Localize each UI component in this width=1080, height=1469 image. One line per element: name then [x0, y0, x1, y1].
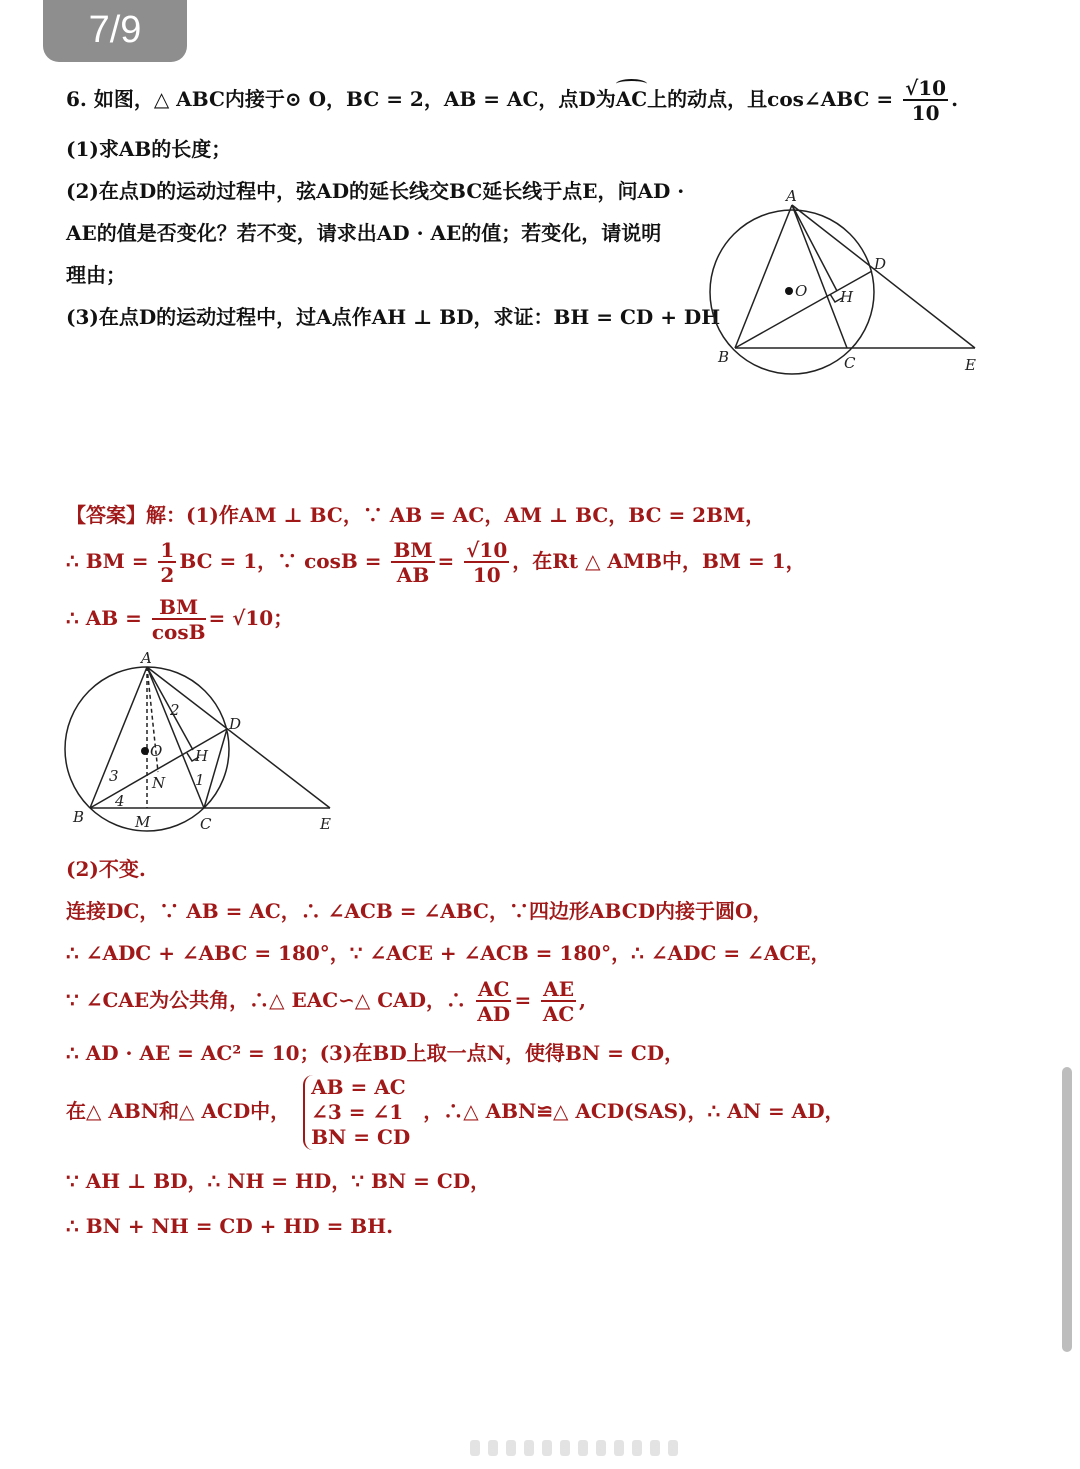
answer-line-2: ∴ BM = $\frac{1}{2}$ BC = 1，∵ cosB = $\frac{BM}{AB}$ = $\frac{√10}{10}$ ，在Rt △ AMB中，BM = 1， — [66, 538, 806, 587]
answer-line-4: 连接DC，∵ AB = AC，∴ ∠ACB = ∠ABC，∵四边形ABCD内接于圆O， — [66, 899, 773, 923]
question-stem: 6. 如图，△ ABC内接于⊙ O，BC = 2，AB = AC，点D为 AC上的动点，且cos∠ABC = $\frac{√10}{10}$ . — [66, 76, 959, 125]
label-e-2: E — [320, 815, 331, 833]
condition-brace: AB = AC ∠3 = ∠1 BN = CD — [303, 1075, 410, 1150]
segment-ah — [792, 205, 837, 291]
answer-line-8: 在△ ABN和△ ACD中， AB = AC ∠3 = ∠1 BN = CD ，∴△ ABN≌△ ACD(SAS)，∴ AN = AD， — [66, 1075, 845, 1149]
segment-ab-2 — [90, 667, 147, 808]
question-part2-line2: AE的值是否变化？若不变，请求出AD · AE的值；若变化，请说明 — [66, 221, 662, 245]
answer-line-6: ∵ ∠CAE为公共角，∴△ EAC∽△ CAD，∴ $\frac{AC}{AD}$ = $\frac{AE}{AC}$ , — [66, 977, 586, 1026]
segment-ae-2 — [147, 667, 330, 808]
answer-line-1: 【答案】解：(1)作AM ⊥ BC，∵ AB = AC，AM ⊥ BC，BC = 2BM， — [66, 503, 766, 527]
label-c: C — [844, 354, 856, 372]
label-n-2: N — [152, 774, 166, 792]
question-part2-line3: 理由； — [66, 263, 126, 287]
scrollbar[interactable] — [1062, 1067, 1072, 1352]
label-o-2: O — [150, 742, 163, 760]
angle-4-label: 4 — [115, 792, 125, 810]
label-a: A — [786, 187, 797, 205]
angle-2-label: 2 — [170, 701, 180, 719]
answer-part2-title: (2)不变. — [66, 857, 146, 881]
label-d: D — [874, 255, 887, 273]
label-e: E — [965, 356, 976, 374]
question-part2-line1: (2)在点D的运动过程中，弦AD的延长线交BC延长线于点E，问AD · — [66, 179, 685, 203]
label-c-2: C — [200, 815, 212, 833]
answer-line-7: ∴ AD · AE = AC² = 10；(3)在BD上取一点N，使得BN = CD， — [66, 1041, 685, 1065]
figure-1 — [700, 185, 1000, 385]
label-d-2: D — [229, 715, 242, 733]
answer-line-5: ∴ ∠ADC + ∠ABC = 180°，∵ ∠ACE + ∠ACB = 180°，∴ ∠ADC = ∠ACE， — [66, 941, 831, 965]
question-part3: (3)在点D的运动过程中，过A点作AH ⊥ BD，求证：BH = CD + DH — [66, 305, 721, 329]
label-b: B — [718, 348, 730, 366]
question-part1: (1)求AB的长度； — [66, 137, 232, 161]
label-h: H — [840, 288, 854, 306]
angle-3-label: 3 — [109, 767, 119, 785]
answer-line-9: ∵ AH ⊥ BD，∴ NH = HD，∵ BN = CD， — [66, 1169, 491, 1193]
label-o: O — [795, 282, 808, 300]
angle-1-label: 1 — [195, 771, 205, 789]
label-b-2: B — [73, 808, 85, 826]
answer-line-3: ∴ AB = $\frac{BM}{\cos B}$ = √10； — [66, 595, 294, 644]
center-dot — [785, 287, 793, 295]
label-a-2: A — [141, 649, 152, 667]
bottom-handle — [470, 1440, 678, 1456]
page-indicator: 7/9 — [43, 0, 187, 62]
label-h-2: H — [195, 747, 209, 765]
answer-line-10: ∴ BN + NH = CD + HD = BH. — [66, 1214, 394, 1238]
label-m-2: M — [135, 813, 151, 831]
figure-2 — [55, 645, 355, 840]
center-dot-2 — [141, 747, 149, 755]
